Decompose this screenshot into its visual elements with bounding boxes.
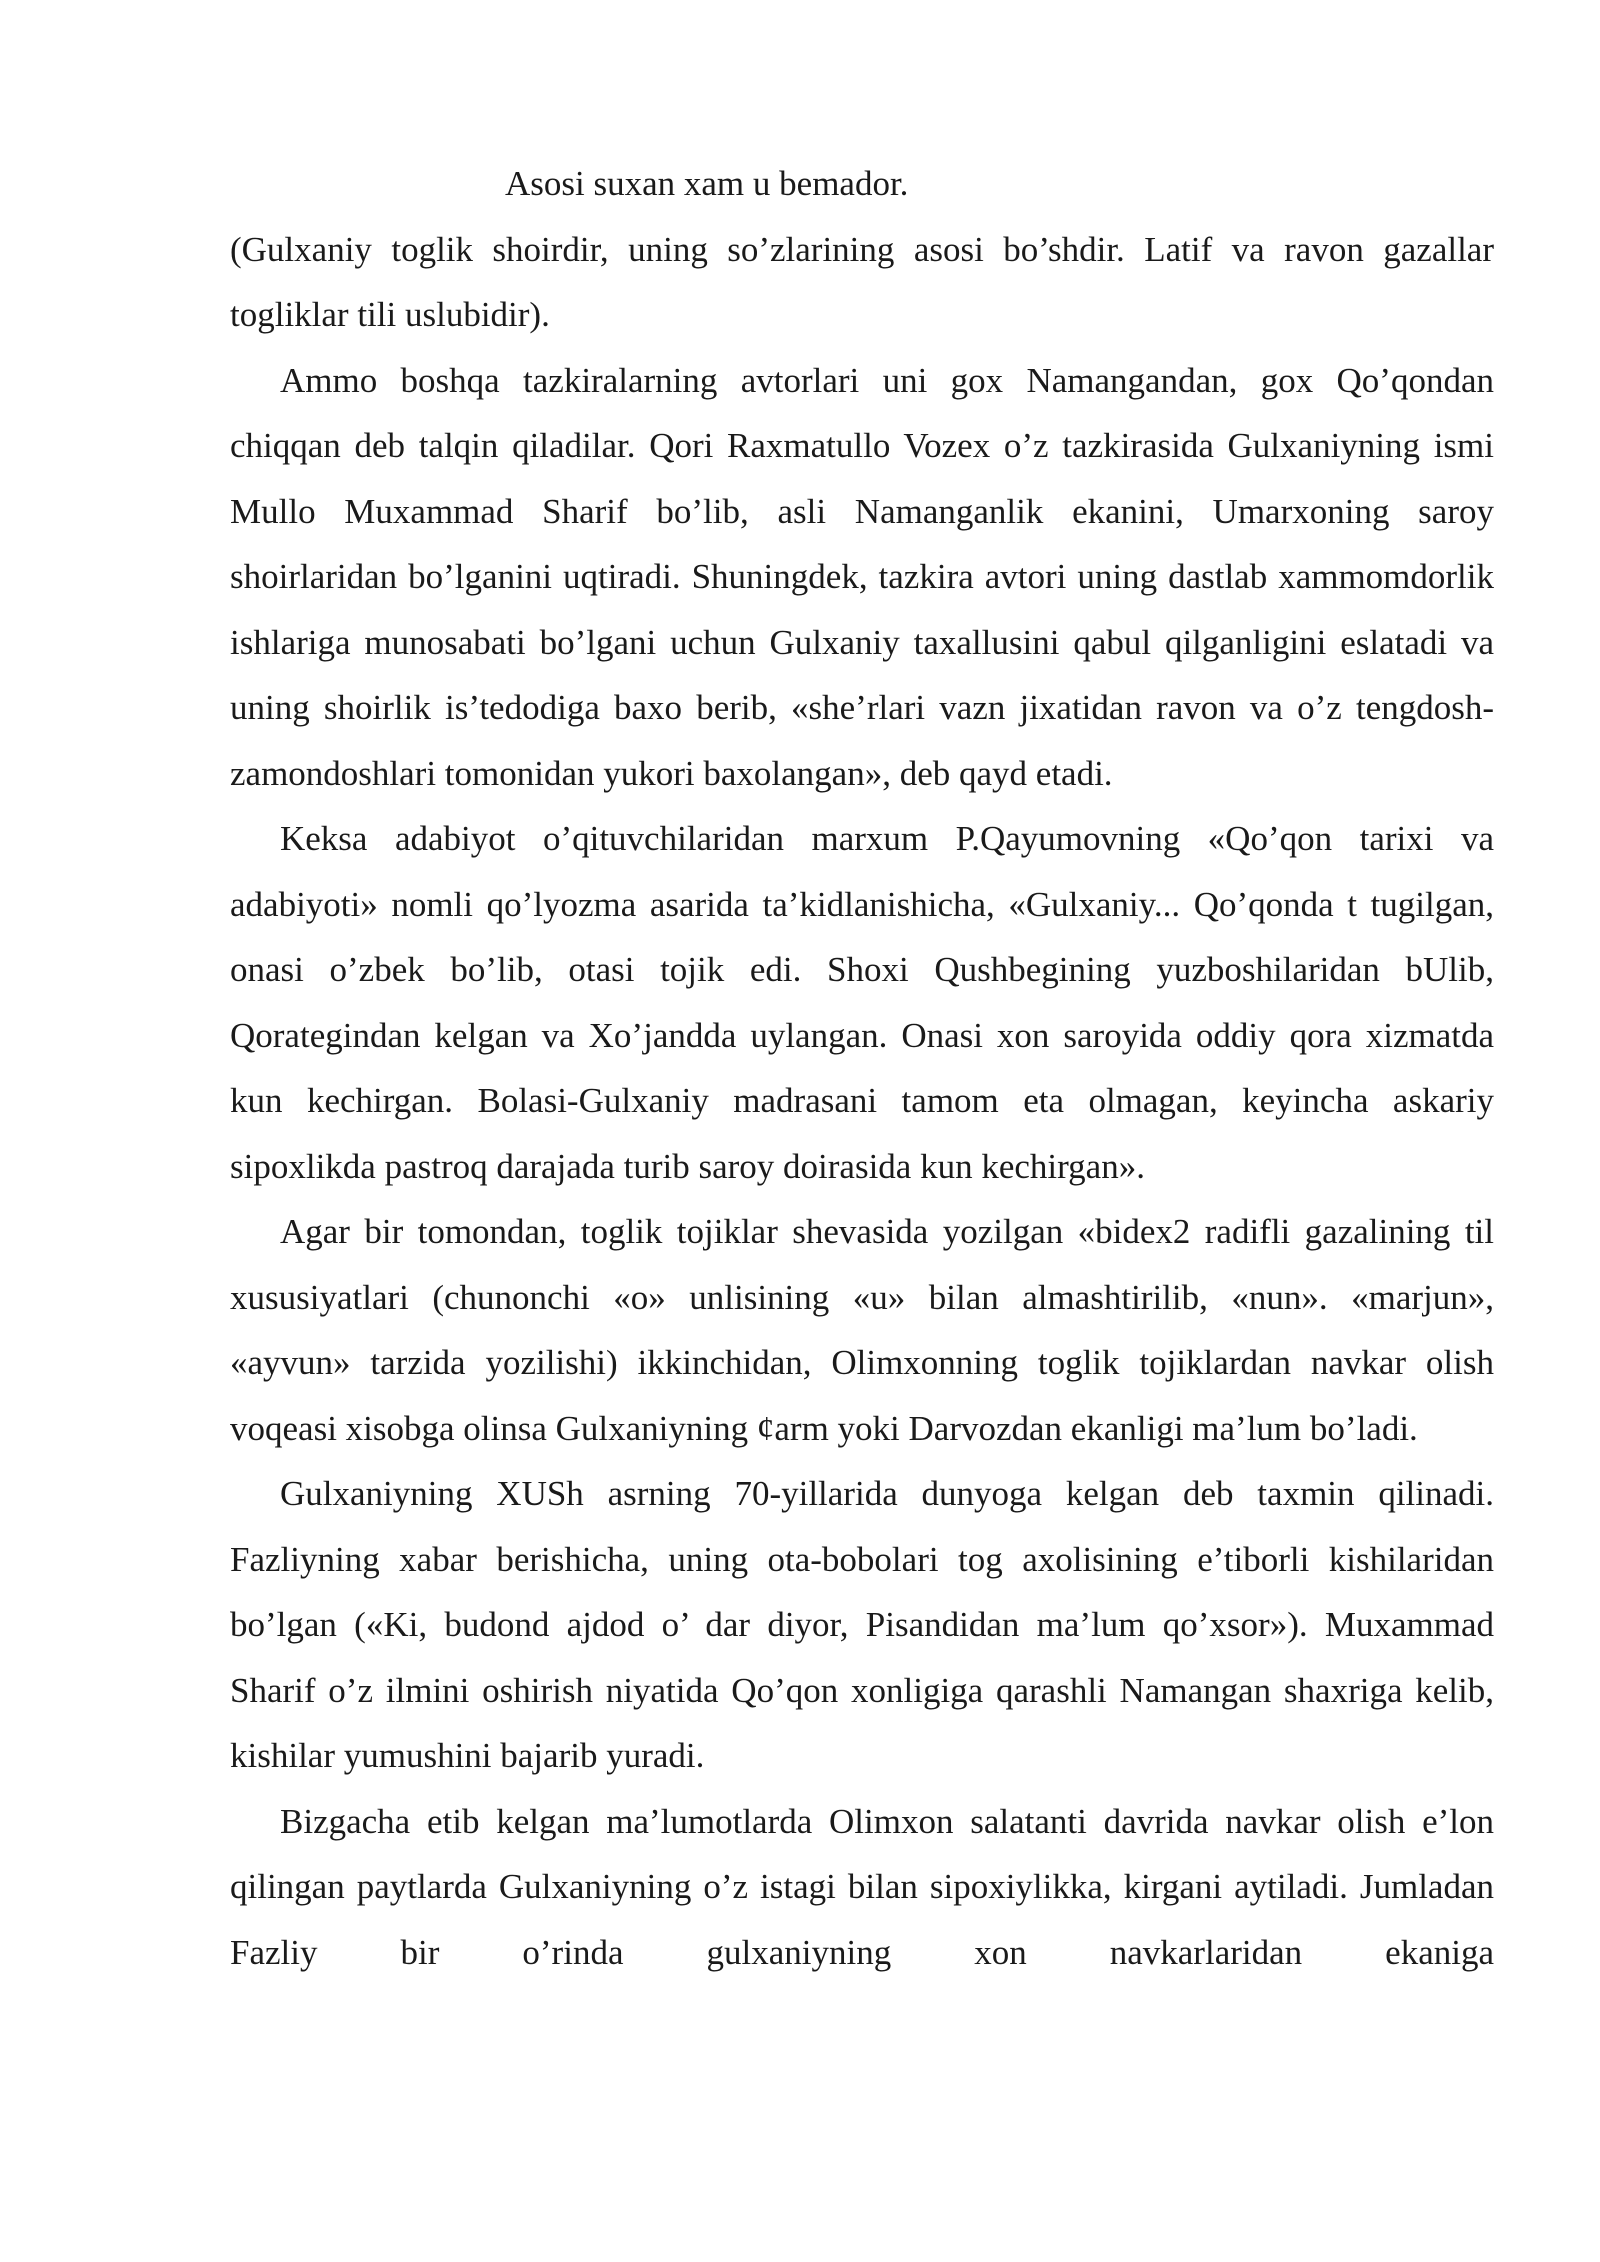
body-text [230, 151, 1494, 1985]
paragraph-tazkira: Ammo boshqa tazkiralarning avtorlari uni gox Namangandan, gox Qo’qondan chiqqan deb talqin qiladilar. Qori Raxmatullo Vozex o’z tazkirasida Gulxaniyning ismi Mullo Muxammad Sharif bo’lib, asli Namanganlik ekanini, Umarxoning saroy shoirlaridan bo’lganini uqtiradi. Shuningdek, tazkira avtori uning dastlab xammomdorlik ishlariga munosabati bo’lgani uchun Gulxaniy taxallusini qabul qilganligini eslatadi va uning shoirlik is’tedodiga baxo berib, «she’rlari vazn jixatidan ravon va o’z tengdosh-zamondoshlari tomonidan yukori baxolangan», deb qayd etadi. [230, 360, 1494, 793]
paragraph-translation: (Gulxaniy toglik shoirdir, uning so’zlarining asosi bo’shdir. Latif va ravon gazallar togliklar tili uslubidir). [230, 229, 1494, 334]
paragraph-service: Bizgacha etib kelgan ma’lumotlarda Olimxon salatanti davrida navkar olish e’lon qilingan paytlarda Gulxaniyning o’z istagi bilan sipoxiylikka, kirgani aytiladi. Jumladan Fazliy bir o’rinda gulxaniyning xon navkarlaridan ekaniga [230, 1801, 1494, 1972]
paragraph-qayumov: Keksa adabiyot o’qituvchilaridan marxum P.Qayumovning «Qo’qon tarixi va adabiyoti» nomli qo’lyozma asarida ta’kidlanishicha, «Gulxaniy... Qo’qonda t tugilgan, onasi o’zbek bo’lib, otasi tojik edi. Shoxi Qushbegining yuzboshilaridan bUlib, Qorategindan kelgan va Xo’jandda uylangan. Onasi xon saroyida oddiy qora xizmatda kun kechirgan. Bolasi-Gulxaniy madrasani tamom eta olmagan, keyincha askariy sipoxlikda pastroq darajada turib saroy doirasida kun kechirgan». [230, 819, 1494, 1186]
paragraph-dialect: Agar bir tomondan, toglik tojiklar shevasida yozilgan «bidex2 radifli gazalining til xususiyatlari (chunonchi «o» unlisining «u» bilan almashtirilib, «nun». «marjun», «ayvun» tarzida yozilishi) ikkinchidan, Olimxonning toglik tojiklardan navkar olish voqeasi xisobga olinsa Gulxaniyning ¢arm yoki Darvozdan ekanligi ma’lum bo’ladi. [230, 1212, 1494, 1448]
verse-line: Asosi suxan xam u bemador. [505, 164, 909, 203]
paragraph-birth: Gulxaniyning XUSh asrning 70-yillarida dunyoga kelgan deb taxmin qilinadi. Fazliyning xabar berishicha, uning ota-bobolari tog axolisining e’tiborli kishilaridan bo’lgan («Ki, budond ajdod o’ dar diyor, Pisandidan ma’lum qo’xsor»). Muxammad Sharif o’z ilmini oshirish niyatida Qo’qon xonligiga qarashli Namangan shaxriga kelib, kishilar yumushini bajarib yuradi. [230, 1474, 1494, 1775]
